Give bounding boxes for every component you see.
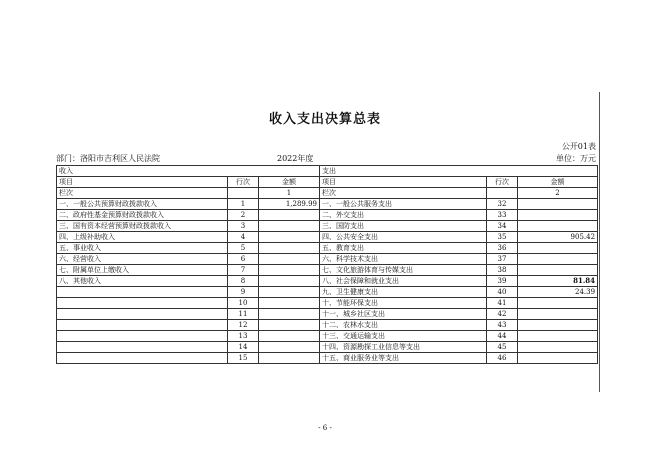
expense-amount-header: 金额 bbox=[518, 177, 598, 188]
expense-column-index-number: 2 bbox=[518, 188, 598, 199]
income-line-cell: 1 bbox=[228, 199, 259, 210]
income-item-cell bbox=[57, 342, 228, 353]
expense-amount-cell bbox=[518, 320, 598, 331]
department-label: 部门：洛阳市吉利区人民法院 bbox=[56, 154, 160, 163]
income-amount-cell bbox=[259, 265, 320, 276]
table-row bbox=[57, 221, 598, 232]
income-amount-cell bbox=[259, 331, 320, 342]
expense-amount-cell bbox=[518, 353, 598, 364]
income-amount-cell bbox=[259, 298, 320, 309]
expense-item-cell: 二、外交支出 bbox=[320, 210, 487, 221]
expense-amount-cell bbox=[518, 342, 598, 353]
expense-item-cell: 五、教育支出 bbox=[320, 243, 487, 254]
expense-item-header: 项目 bbox=[320, 177, 487, 188]
table-row bbox=[57, 265, 598, 276]
table-row bbox=[57, 254, 598, 265]
income-line-cell: 15 bbox=[228, 353, 259, 364]
expense-line-cell: 40 bbox=[487, 287, 518, 298]
expense-line-cell: 36 bbox=[487, 243, 518, 254]
expense-item-cell: 十五、商业服务业等支出 bbox=[320, 353, 487, 364]
income-amount-cell bbox=[259, 276, 320, 287]
expense-column-index-label: 栏次 bbox=[320, 188, 487, 199]
income-expense-table bbox=[56, 165, 598, 364]
expense-line-cell: 35 bbox=[487, 232, 518, 243]
income-item-cell: 四、上级补助收入 bbox=[57, 232, 228, 243]
table-row bbox=[57, 232, 598, 243]
expense-amount-cell bbox=[518, 210, 598, 221]
income-item-cell bbox=[57, 309, 228, 320]
expense-item-cell: 十三、交通运输支出 bbox=[320, 331, 487, 342]
income-column-index-blank bbox=[228, 188, 259, 199]
expense-section-label: 支出 bbox=[320, 166, 598, 177]
income-line-cell: 5 bbox=[228, 243, 259, 254]
expense-line-cell: 33 bbox=[487, 210, 518, 221]
expense-item-cell: 七、文化旅游体育与传媒支出 bbox=[320, 265, 487, 276]
income-line-header: 行次 bbox=[228, 177, 259, 188]
expense-line-cell: 43 bbox=[487, 320, 518, 331]
page-title: 收入支出决算总表 bbox=[268, 112, 381, 127]
expense-item-cell: 八、社会保障和就业支出 bbox=[320, 276, 487, 287]
expense-item-cell: 四、公共安全支出 bbox=[320, 232, 487, 243]
income-amount-cell bbox=[259, 320, 320, 331]
table-row bbox=[57, 199, 598, 210]
income-line-cell: 12 bbox=[228, 320, 259, 331]
income-item-cell bbox=[57, 353, 228, 364]
income-item-cell: 五、事业收入 bbox=[57, 243, 228, 254]
column-index-row bbox=[57, 188, 598, 199]
income-item-cell: 二、政府性基金预算财政拨款收入 bbox=[57, 210, 228, 221]
expense-amount-cell bbox=[518, 309, 598, 320]
section-header-row bbox=[57, 166, 598, 177]
income-line-cell: 13 bbox=[228, 331, 259, 342]
income-line-cell: 11 bbox=[228, 309, 259, 320]
income-line-cell: 14 bbox=[228, 342, 259, 353]
page-number: - 6 - bbox=[318, 424, 332, 432]
income-amount-cell bbox=[259, 210, 320, 221]
expense-line-cell: 46 bbox=[487, 353, 518, 364]
table-row bbox=[57, 243, 598, 254]
income-item-cell bbox=[57, 320, 228, 331]
expense-amount-cell: 905.42 bbox=[518, 232, 598, 243]
expense-line-cell: 45 bbox=[487, 342, 518, 353]
expense-item-cell: 一、一般公共服务支出 bbox=[320, 199, 487, 210]
page-edge-line bbox=[599, 92, 600, 392]
table-row bbox=[57, 298, 598, 309]
income-item-cell bbox=[57, 331, 228, 342]
table-row bbox=[57, 309, 598, 320]
table-row bbox=[57, 320, 598, 331]
income-line-cell: 10 bbox=[228, 298, 259, 309]
income-amount-cell bbox=[259, 254, 320, 265]
table-row bbox=[57, 276, 598, 287]
expense-item-cell: 十一、城乡社区支出 bbox=[320, 309, 487, 320]
year-label: 2022年度 bbox=[277, 154, 314, 163]
expense-item-cell: 九、卫生健康支出 bbox=[320, 287, 487, 298]
expense-item-cell: 十四、资源勘探工业信息等支出 bbox=[320, 342, 487, 353]
income-amount-cell bbox=[259, 221, 320, 232]
income-line-cell: 6 bbox=[228, 254, 259, 265]
expense-amount-cell: 81.84 bbox=[518, 276, 598, 287]
expense-line-cell: 41 bbox=[487, 298, 518, 309]
income-item-cell: 八、其他收入 bbox=[57, 276, 228, 287]
meta-row bbox=[56, 153, 596, 164]
expense-line-cell: 42 bbox=[487, 309, 518, 320]
form-number: 公开01表 bbox=[561, 142, 596, 151]
income-amount-cell bbox=[259, 309, 320, 320]
expense-amount-cell bbox=[518, 243, 598, 254]
income-amount-cell bbox=[259, 353, 320, 364]
table-row bbox=[57, 287, 598, 298]
income-item-cell bbox=[57, 298, 228, 309]
expense-amount-cell: 24.39 bbox=[518, 287, 598, 298]
income-line-cell: 2 bbox=[228, 210, 259, 221]
expense-item-cell: 三、国防支出 bbox=[320, 221, 487, 232]
expense-line-cell: 39 bbox=[487, 276, 518, 287]
table-row bbox=[57, 342, 598, 353]
income-column-index-number: 1 bbox=[259, 188, 320, 199]
column-header-row bbox=[57, 177, 598, 188]
income-amount-cell bbox=[259, 342, 320, 353]
income-item-cell: 三、国有资本经营预算财政拨款收入 bbox=[57, 221, 228, 232]
income-amount-header: 金额 bbox=[259, 177, 320, 188]
expense-line-cell: 38 bbox=[487, 265, 518, 276]
expense-line-cell: 32 bbox=[487, 199, 518, 210]
expense-line-cell: 34 bbox=[487, 221, 518, 232]
income-amount-cell bbox=[259, 287, 320, 298]
income-line-cell: 9 bbox=[228, 287, 259, 298]
expense-line-cell: 44 bbox=[487, 331, 518, 342]
income-section-label: 收入 bbox=[57, 166, 320, 177]
expense-item-cell: 十二、农林水支出 bbox=[320, 320, 487, 331]
expense-line-cell: 37 bbox=[487, 254, 518, 265]
income-amount-cell bbox=[259, 243, 320, 254]
expense-amount-cell bbox=[518, 221, 598, 232]
expense-amount-cell bbox=[518, 254, 598, 265]
expense-item-cell: 六、科学技术支出 bbox=[320, 254, 487, 265]
income-item-header: 项目 bbox=[57, 177, 228, 188]
income-item-cell: 一、一般公共预算财政拨款收入 bbox=[57, 199, 228, 210]
income-line-cell: 7 bbox=[228, 265, 259, 276]
table-row bbox=[57, 210, 598, 221]
income-amount-cell: 1,289.99 bbox=[259, 199, 320, 210]
income-column-index-label: 栏次 bbox=[57, 188, 228, 199]
expense-amount-cell bbox=[518, 199, 598, 210]
expense-amount-cell bbox=[518, 265, 598, 276]
expense-column-index-blank bbox=[487, 188, 518, 199]
unit-label: 单位：万元 bbox=[556, 154, 596, 163]
expense-amount-cell bbox=[518, 298, 598, 309]
expense-line-header: 行次 bbox=[487, 177, 518, 188]
income-line-cell: 4 bbox=[228, 232, 259, 243]
income-line-cell: 3 bbox=[228, 221, 259, 232]
expense-item-cell: 十、节能环保支出 bbox=[320, 298, 487, 309]
table-row bbox=[57, 331, 598, 342]
income-item-cell: 七、附属单位上缴收入 bbox=[57, 265, 228, 276]
expense-amount-cell bbox=[518, 331, 598, 342]
income-line-cell: 8 bbox=[228, 276, 259, 287]
income-amount-cell bbox=[259, 232, 320, 243]
table-row bbox=[57, 353, 598, 364]
income-item-cell: 六、经营收入 bbox=[57, 254, 228, 265]
income-item-cell bbox=[57, 287, 228, 298]
